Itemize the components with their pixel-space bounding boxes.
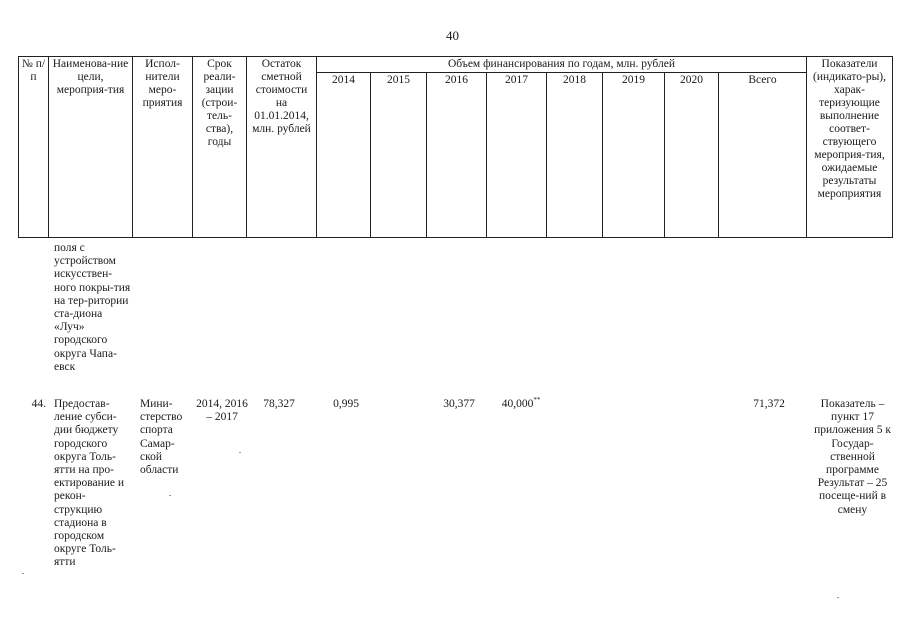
header-year-2014: 2014 [317, 73, 371, 238]
row-44-2016: 30,377 [443, 398, 475, 410]
page-number: 40 [446, 28, 459, 43]
row-44-term: 2014, 2016 – 2017 [196, 398, 248, 424]
header-funding: Объем финансирования по годам, млн. рублей [317, 57, 807, 73]
row-44-remainder: 78,327 [263, 398, 295, 410]
continued-row-name: поля с устройством искусствен-ного покры-тия на тер-ритории ста-диона «Луч» городского округа Чапа-евск [54, 242, 131, 373]
header-indicators: Показатели (индикато-ры), харак-теризующие выполнение соответ-ствующего мероприя-тия, ожидаемые результаты мероприятия [807, 57, 893, 238]
header-year-2019: 2019 [603, 73, 665, 238]
row-44-name: Предостав-ление субси-дии бюджету городского округа Толь-ятти на про-ектирование и рекон-струкцию стадиона в городском округе Толь-ятти [54, 398, 125, 569]
header-year-2015: 2015 [371, 73, 427, 238]
row-44-num: 44. [31, 398, 46, 410]
scan-speck [837, 597, 839, 598]
row-44-total: 71,372 [753, 398, 785, 410]
header-total: Всего [719, 73, 807, 238]
header-remainder: Остаток сметной стоимости на 01.01.2014, млн. рублей [247, 57, 317, 238]
row-44-2017-value: 40,000 [501, 398, 534, 410]
header-year-2020: 2020 [665, 73, 719, 238]
header-year-2018: 2018 [547, 73, 603, 238]
header-executors: Испол-нители меро-приятия [133, 57, 193, 238]
header-num: № п/п [19, 57, 49, 238]
scan-speck [22, 573, 24, 574]
row-44-indicators: Показатель – пункт 17 приложения 5 к Государ-ственной программе Результат – 25 посеще-ний в смену [814, 398, 891, 516]
row-44-2017-footnote-mark: ** [533, 396, 541, 405]
header-table [18, 56, 893, 238]
row-44-executors: Мини-стерство спорта Самар-ской области [140, 398, 183, 477]
row-44-2014: 0,995 [333, 398, 359, 410]
row-44-2017 [490, 398, 552, 411]
header-year-2017: 2017 [487, 73, 547, 238]
header-name: Наименова-ние цели, мероприя-тия [49, 57, 133, 238]
header-term: Срок реали-зации (строи-тель-ства), годы [193, 57, 247, 238]
header-year-2016: 2016 [427, 73, 487, 238]
scan-speck [239, 452, 241, 453]
scan-speck [169, 495, 171, 496]
